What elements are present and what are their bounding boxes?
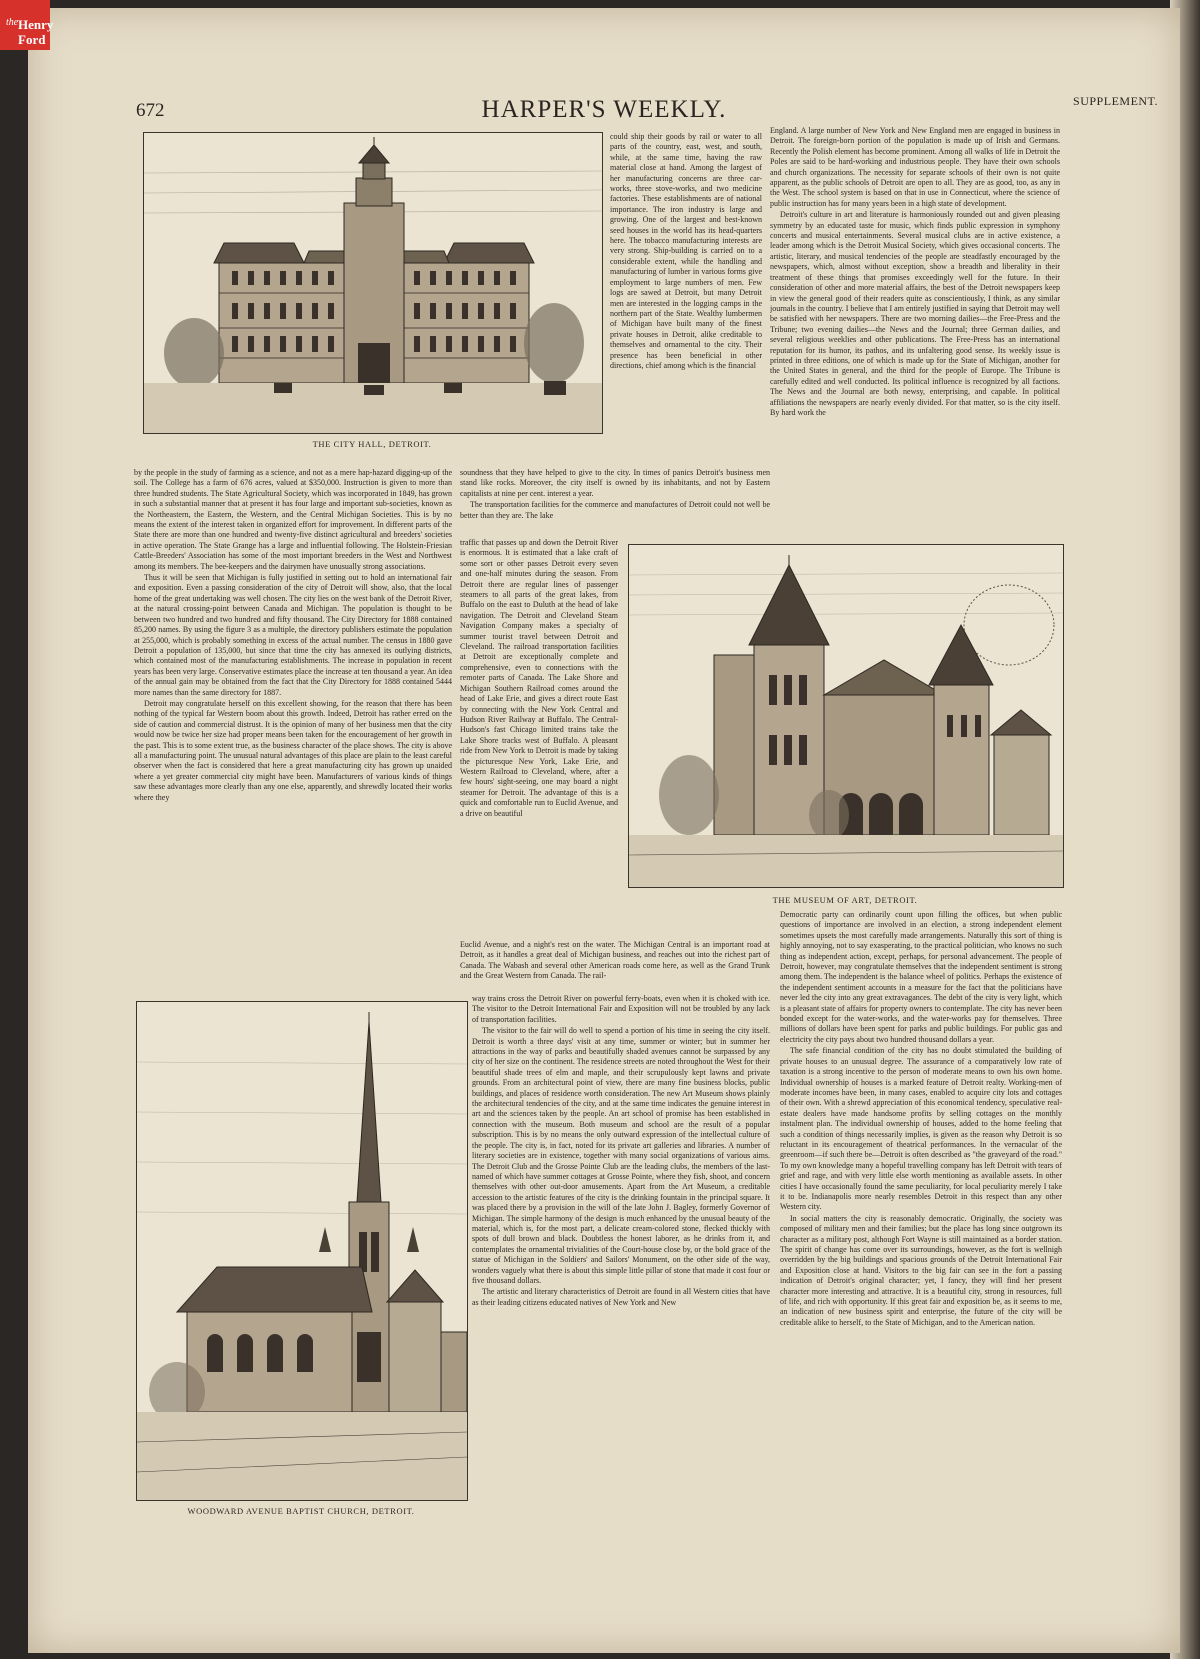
paragraph: The artistic and literary characteristics of Detroit are found in all Western cities that have as their leading citizens educated natives of New York and New: [472, 1287, 770, 1307]
newspaper-page: [28, 8, 1180, 1653]
column-text-1-mid: [134, 468, 452, 996]
paragraph: In social matters the city is reasonably democratic. Originally, the society was composed of military men and their families; but the place has long since outgrown its character as a military post, although Fort Wayne is still maintained as a border station. The spirit of change has come over its surroundings, however, as the fort is wellnigh overridden by the big buildings and spacious grounds of the Detroit International Fair and Exposition close at hand. Visitors to the big fair can see in the fort a passing indication of Detroit's original character; yet, I fancy, they will find her present character more interesting and attractive. It is a beautiful city, strong in resources, full of life, and rich with opportunity. If this great fair and exposition be, as it seems to me, an indication of new business spirit and enterprise, the future of the city will be creditable alike to herself, to the State of Michigan, and to the American nation.: [780, 1213, 1062, 1327]
column-text-2-wide: Euclid Avenue, and a night's rest on the water. The Michigan Central is an important road at Detroit, as it handles a great deal of Michigan business, and reaches out into the richest part of Canada. The Wabash and several other American roads come here, as well as the Grand Trunk and the Great Western from Canada. The rail-: [460, 940, 770, 981]
paragraph: Thus it will be seen that Michigan is fully justified in setting out to hold an international fair and exposition. Even a passing consideration of the city of Detroit will show, also, that the local home of the great undertaking was well chosen. The city lies on the west bank of the Detroit River, at the natural crossing-point between Canada and Michigan. The population is thought to be between two hundred and two hundred and fifty thousand. The City Directory for 1888 contained 85,200 names. By using the figure 3 as a multiple, the directory publishers estimate the population at 255,000, which is probably something in excess of the actual number. The census in 1880 gave Detroit a population of 135,000, but since that time the city has annexed its outlying districts, which contained most of the manufacturing establishments. The increase in population in recent years has been very large. Conservative estimates place the increase at ten thousand a year. An idea of the annual gain may be obtained from the fact that the City Directory for 1888 contained 5444 more names than the same directory for 1887.: [134, 573, 452, 697]
logo-text-henry: Henry: [18, 17, 54, 32]
museum-caption: THE MUSEUM OF ART, DETROIT.: [772, 895, 918, 905]
paragraph: Detroit may congratulate herself on this excellent showing, for the reason that there has been nothing of the typical far Western boom about this growth. Indeed, Detroit has rather erred on the side of caution and commercial distrust. It is the opinion of many of her business men that the city would now be twice her size had proper means been taken for the encouragement of her growth in the past. This is to some extent true, as the business character of the place shows. The city is above all a manufacturing point. The unusual natural advantages of this place are plain to the least careful observer when the fact is considered that here a great manufacturing city has grown up unaided where a yet greater commercial city might have been. Manufacturers of various kinds of things saw these advantages more clearly than any one else, apparently, and shrewdly located their works where they: [134, 698, 452, 802]
page-number: 672: [136, 100, 165, 121]
column-text-3-low: [780, 910, 1062, 1514]
column-text-2-low: [472, 994, 770, 1520]
paragraph: The transportation facilities for the commerce and manufactures of Detroit could not well be better than they are. The lake: [460, 500, 770, 520]
paragraph: way trains cross the Detroit River on powerful ferry-boats, even when it is choked with ice. The visitor to the Detroit International Fair and Exposition will not be troubled by any lack of transportation facilities.: [472, 994, 770, 1024]
paragraph: soundness that they have helped to give to the city. In times of panics Detroit's business men stand like rocks. Moreover, the city itself is owned by its inhabitants, and not by Eastern capitalists at nine per cent. interest a year.: [460, 468, 770, 498]
museum-illustration: [628, 544, 1064, 888]
paragraph: by the people in the study of farming as a science, and not as a mere hap-hazard digging-up of the soil. The College has a farm of 676 acres, valued at $350,000. Instruction is given to more than three hundred students. The State Agricultural Society, which was incorporated in 1849, has grown in such a substantial manner that at present it has four large and important sub-societies, known as the Northeastern, the Eastern, the Western, and the Central Michigan Societies. This is by no means the extent of the interest taken in organized effort for improvement. In different parts of the State there are more than one hundred and twenty-five distinct agricultural and breeders' societies in active operation. The State Grange has a large and influential following. The Holstein-Friesian Cattle-Breeders' Association has some of the most important breeders in the West and Northwest among its members. The bee-keepers and the dairymen have unusually strong associations.: [134, 468, 452, 571]
section-label: SUPPLEMENT.: [1073, 94, 1158, 108]
logo-text-the: the: [6, 17, 19, 28]
paragraph: England. A large number of New York and New England men are engaged in business in Detroit. The foreign-born portion of the population is made up of Irish and Germans. Recently the Polish element has become prominent. Among all walks of life in Detroit the Poles are said to be hard-working and industrious people. They have their own schools and church organizations. The necessity for separate schools of their own is not quite apparent, as the public schools of Detroit are open to all. They are as good, too, as any in the West. The school system is based on that in use in Connecticut, where the science of public instruction has for many years been in a high state of development.: [770, 126, 1060, 208]
paragraph: Detroit's culture in art and literature is harmoniously rounded out and given pleasing symmetry by an educated taste for music, which finds public expression in symphony concerts and musical entertainments. Several musical clubs are in active existence, a leader among which is the Detroit Musical Society, which gives occasional concerts. The artistic, literary, and musical tendencies of the people are steadfastly encouraged by the newspapers, which, almost without exception, show a breadth and liberality in their treatment of these things that promises exceedingly well for the future. In their consideration of other and more material affairs, the best of the Detroit newspapers keep in view the general good of their readers quite as conscientiously, I think, as any similar journals in the country. I believe that I am entirely justified in saying that Detroit may well be satisfied with her newspapers. There are two morning dailies—the Free-Press and the Tribune; two evening dailies—the News and the Journal; three German dailies, and several religious weeklies and other publications. The Free-Press has an international reputation for its humor, its pathos, and its unfaltering good sense. Its weekly issue is printed in three editions, one of which is made up for the State of Michigan, another for the United States in general, and the third for the people of Europe. The Tribune is carefully edited and well conducted. Its political influence is recognized by all factions. The News and the Journal are both newsy, enterprising, and capable. In political affiliations the newspapers are nearly evenly divided. For that matter, so is the city itself. By hard work the: [770, 210, 1060, 417]
logo-text-ford: Ford: [18, 32, 46, 47]
masthead: HARPER'S WEEKLY.: [481, 96, 727, 123]
paragraph: Democratic party can ordinarily count upon filling the offices, but when public questions of importance are involved in an election, a strong independent element sometimes upsets the most carefully made arrangements. Naturally this sort of thing is highly annoying, not to say exasperating, to the practical politician, who knows no such thing as independent action, except, perhaps, for personal advancement. The people of Detroit, however, may congratulate themselves that the independent sentiment is strong among them. The independent is the balance wheel of politics. Perhaps the existence of the independent sentiment accounts in a measure for the fact that the politicians have never led the city into any great extravagances. The debt of the city is very light, which is a pleasant state of affairs for property owners to contemplate. The city has never been bonded except for the water-works, and the water-works pay for themselves. Three millions of dollars have been spent for parks and public buildings. For public gas and electricity the city pays about two hundred thousand dollars a year.: [780, 910, 1062, 1044]
henry-ford-logo: [0, 0, 54, 50]
column-text-3-top: [770, 126, 1060, 534]
paragraph: The visitor to the fair will do well to spend a portion of his time in seeing the city itself. Detroit is worth a three days' visit at any time, summer or winter; but in summer her attractions in the way of parks and beautifully shaded avenues cannot be surpassed by any city of her size on the continent. The residence streets are noted throughout the West for their beautiful shade trees of elm and maple, and their scrupulously kept lawns and private grounds. From an architectural point of view, there are many fine business blocks, public buildings, and places of residence worth consideration. The new Art Museum shows plainly the architectural tendencies of the city, and at the same time indicates the genuine interest in art and the sciences taken by the people. An art school of promise has been established in connection with the museum. Both museum and school are the result of a popular subscription. This is by no means the only outward expression of the intellectual culture of the people. The city is, in fact, noted for its private art galleries and libraries. A number of literary societies are in existence, together with many social organizations of various aims. The Detroit Club and the Grosse Pointe Club are the leading clubs, the members of the last-named of which have summer cottages at Grosse Pointe, where they fish, shoot, and concern themselves with other out-door amusements. Apart from the Art Museum, a creditable accession to the artistic features of the city is the drinking fountain in the principal square. It was placed there by a provision in the will of the late John J. Bagley, formerly Governor of Michigan. The simple harmony of the design is much enhanced by the unusual beauty of the material, which is, for the most part, a delicate cream-colored stone, flecked thickly with spots of dull brown and black. Doubtless the honest laborer, as he drinks from it, and contemplates the ornamental trivialities of the Court-house close by, or the bold grace of the statue of Michigan in the Soldiers' and Sailors' Monument, on the other side of the way, wonders vaguely what there is about this simple little pillar of stone that made it cost four or five thousand dollars.: [472, 1026, 770, 1285]
column-text-2-mid-top: [460, 468, 770, 538]
church-caption: WOODWARD AVENUE BAPTIST CHURCH, DETROIT.: [187, 1506, 415, 1516]
city-hall-caption: THE CITY HALL, DETROIT.: [312, 439, 432, 449]
city-hall-illustration: [143, 132, 603, 434]
paragraph: The safe financial condition of the city has no doubt stimulated the building of private houses to an unusual degree. The assurance of a comparatively low rate of taxation is a strong incentive to the person of moderate means to own his own home. Individual ownership of houses is a marked feature of Detroit realty. Working-men of moderate incomes have been, in many cases, enabled to acquire city lots and cottages of their own. With a shrewd appreciation of this economical tendency, speculative real-estate dealers have made handsome profits by selling cottages on the monthly instalment plan. The individual ownership of houses, added to the home feeling that such a condition of things necessarily implies, is given as the reason why Detroit is so reluctant in its encouragement of theatrical performances. In the vernacular of the greenroom—if such there be—Detroit is often described as "the graveyard of the road." To my own knowledge many a hopeful travelling company has left Detroit with tears of grief and rage, and with very little else worth mentioning as available assets. In other cities I have occasionally found the same peculiarity, for local peculiarity merely I take it to be. Indianapolis more nearly resembles Detroit in this respect than any other Western city.: [780, 1046, 1062, 1212]
church-illustration: [136, 1001, 468, 1501]
column-text-2-top: could ship their goods by rail or water to all parts of the country, east, west, and south, while, at the same time, having the raw material close at hand. Among the largest of her manufacturing concerns are three car-works, three stove-works, and two medicine factories. These establishments are of national importance. The iron industry is large and growing. One of the largest and best-known seed houses in the world has its head-quarters here. The tobacco manufacturing interests are very strong. Ship-building is carried on to a considerable extent, while the handling and manufacturing of lumber in various forms give employment to large numbers of men. Few logs are sawed at Detroit, but many Detroit men are interested in the logging camps in the northern part of the State. Wealthy lumbermen of Michigan have built many of the finest private houses in Detroit, alike creditable to themselves and ornamental to the city. Their presence has been beneficial in other directions, chief among which is the financial: [610, 132, 762, 370]
column-text-2-mid: traffic that passes up and down the Detroit River is enormous. It is estimated that a lake craft of some sort or other passes Detroit every seven and one-half minutes during the season. From Detroit there are regular lines of passenger steamers to all parts of the great lakes, from Buffalo on the east to Duluth at the head of lake navigation. The Detroit and Cleveland Steam Navigation Company makes a specialty of summer tourist travel between Detroit and Cleveland. The railroad transportation facilities at Detroit are exceptionally complete and comprehensive, even to connections with the remoter parts of Canada. The Lake Shore and Michigan Southern Railroad comes around the head of Lake Erie, and gives a direct route East by connecting with the New York Central and Hudson River Railway at Buffalo. The Central-Hudson's fast Chicago limited trains take the Lake Shore tracks west of Buffalo. A pleasant ride from New York to Detroit is made by taking the picturesque New York, Lake Erie, and Western Railroad to Cleveland, where, after a few hours' sight-seeing, one may board a night steamer for Detroit. The advantage of this is a quick and comfortable run to Euclid Avenue, and a drive on beautiful: [460, 538, 618, 818]
